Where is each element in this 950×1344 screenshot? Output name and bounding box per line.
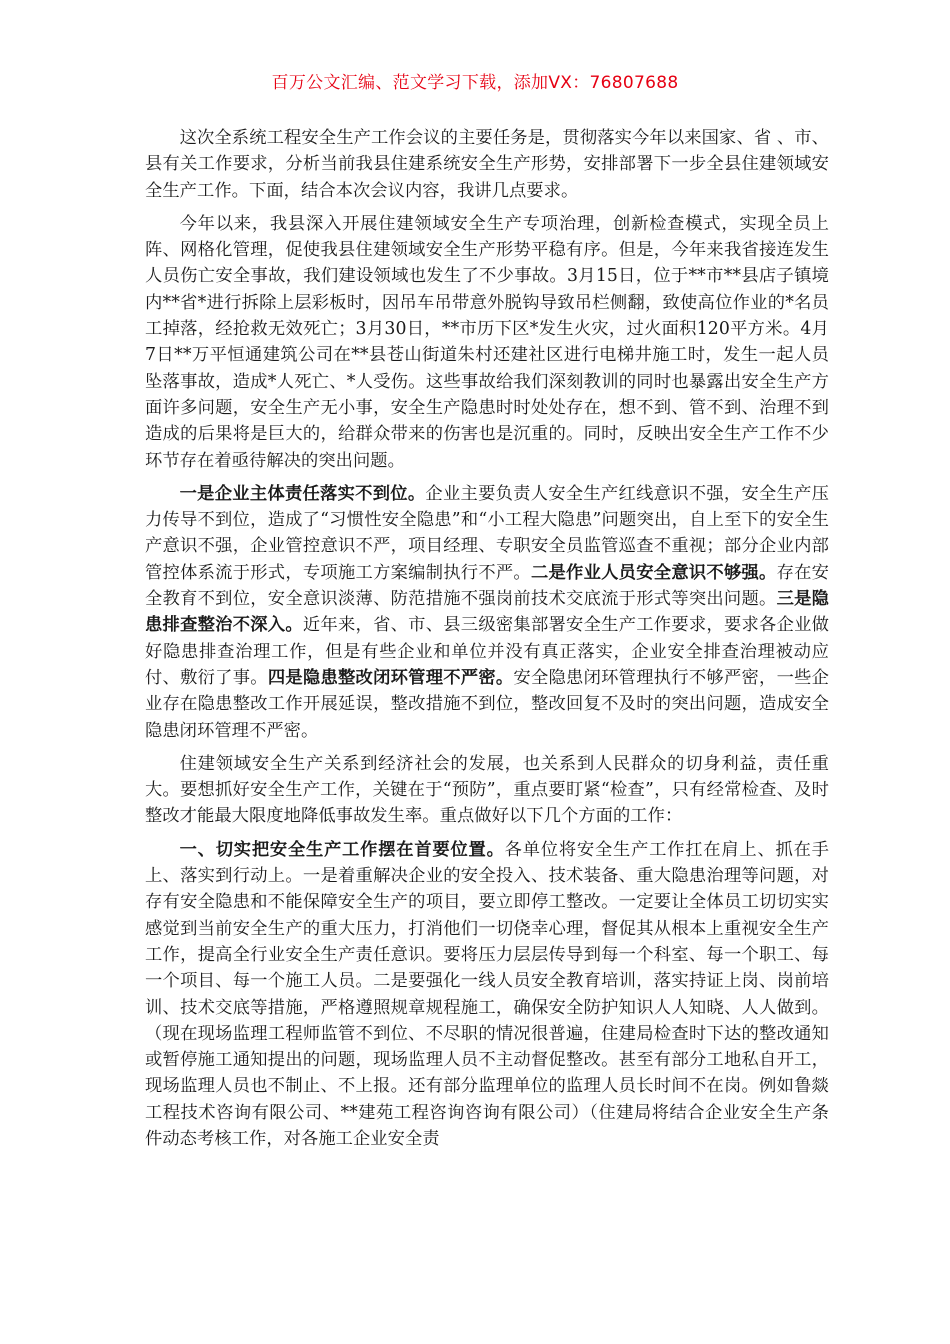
section-1-text: 各单位将安全生产工作扛在肩上、抓在手上、落实到行动上。一是着重解决企业的安全投入、技术装备、重大隐患治理等问题，对存有安全隐患和不能保障安全生产的项目，要立即停工整改。一定要让全体员工切切实实感觉到当前安全生产的重大压力，打消他们一切侥幸心理，督促其从根本上重视安全生产工作，提高全行业安全生产责任意识。要将压力层层传导到每一个科室、每一个职工、每一个项目、每一个施工人员。二是要强化一线人员安全教育培训，落实持证上岗、岗前培训、技术交底等措施，严格遵照规章规程施工，确保安全防护知识人人知晓、人人做到。（现在现场监理工程师监管不到位、不尽职的情况很普遍，住建局检查时下达的整改通知或暂停施工通知提出的问题，现场监理人员不主动督促整改。甚至有部分工地私自开工，现场监理人员也不制止、不上报。还有部分监理单位的监理人员长时间不在岗。例如鲁燚工程技术咨询有限公司、**建苑工程咨询咨询有限公司）（住建局将结合企业安全生产条件动态考核工作，对各施工企业安全责 [145,839,829,1149]
problem-4-text: 安全隐患闭环管理执行不够严密，一些企业存在隐患整改工作开展延误，整改措施不到位，整改回复不及时的突出问题，造成安全隐患闭环管理不严密。 [145,667,829,741]
paragraph-section-1 [145,837,829,1153]
header-watermark-text: 百万公文汇编、范文学习下载，添加VX：76807688 [271,73,679,93]
problem-3-text: 近年来，省、市、县三级密集部署安全生产工作要求，要求各企业做好隐患排查治理工作，但是有些企业和单位并没有真正落实，企业安全排查治理被动应付、敷衍了事。 [145,615,829,688]
section-1-heading: 一、切实把安全生产工作摆在首要位置。 [179,839,505,860]
paragraph-importance: 住建领域安全生产关系到经济社会的发展，也关系到人民群众的切身利益，责任重大。要想抓好安全生产工作，关键在于“预防”，重点要盯紧“检查”，只有经常检查、及时整改才能最大限度地降低事故发生率。重点做好以下几个方面的工作： [145,753,829,827]
problem-3-heading: 三是隐患排查整治不深入。 [145,589,829,636]
problem-1-heading: 一是企业主体责任落实不到位。 [179,483,426,504]
paragraph-problems [145,481,829,744]
paragraph-situation: 今年以来，我县深入开展住建领域安全生产专项治理，创新检查模式，实现全员上阵、网格化管理，促使我县住建领域安全生产形势平稳有序。但是，今年来我省接连发生人员伤亡安全事故，我们建设领域也发生了不少事故。3月15日，位于**市**县店子镇境内**省*进行拆除上层彩板时，因吊车吊带意外脱钩导致吊栏侧翻，致使高位作业的*名员工掉落，经抢救无效死亡；3月30日，**市历下区*发生火灾，过火面积120平方米。4月7日**万平恒通建筑公司在**县苍山街道朱村还建社区进行电梯井施工时，发生一起人员坠落事故，造成*人死亡、*人受伤。这些事故给我们深刻教训的同时也暴露出安全生产方面许多问题，安全生产无小事，安全生产隐患时时处处存在，想不到、管不到、治理不到造成的后果将是巨大的，给群众带来的伤害也是沉重的。同时，反映出安全生产工作不少环节存在着亟待解决的突出问题。 [145,213,829,471]
problem-4-heading: 四是隐患整改闭环管理不严密。 [267,667,514,688]
problem-1-text: 企业主要负责人安全生产红线意识不强，安全生产压力传导不到位，造成了“习惯性安全隐患”和“小工程大隐患”问题突出，自上至下的安全生产意识不强，企业管控意识不严，项目经理、专职安全员监管巡查不重视；部分企业内部管控体系流于形式，专项施工方案编制执行不严。 [145,483,830,583]
document-body [145,125,829,1159]
problem-2-text: 存在安全教育不到位，安全意识淡薄、防范措施不强岗前技术交底流于形式等突出问题。 [145,562,829,610]
paragraph-intro: 这次全系统工程安全生产工作会议的主要任务是，贯彻落实今年以来国家、省 、市、县有关工作要求，分析当前我县住建系统安全生产形势，安排部署下一步全县住建领域安全生产工作。下面，结合本次会议内容，我讲几点要求。 [145,128,829,201]
problem-2-heading: 二是作业人员安全意识不够强。 [530,562,777,583]
